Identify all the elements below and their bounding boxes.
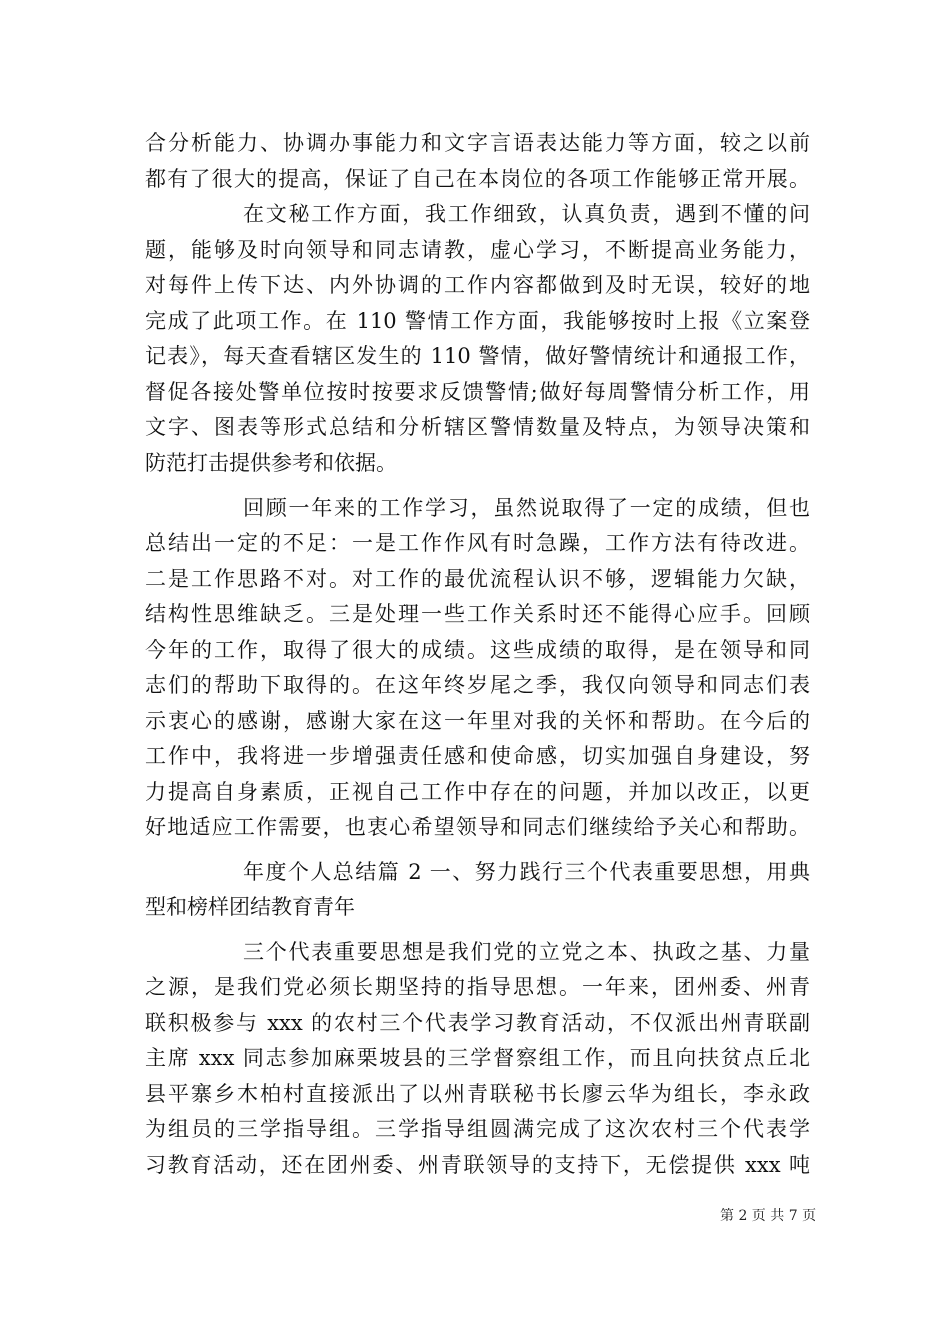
body-text-line: 工作中，我将进一步增强责任感和使命感，切实加强自身建设，努: [145, 744, 810, 768]
paragraph-first-line: 在文秘工作方面，我工作细致，认真负责，遇到不懂的问: [243, 202, 810, 226]
body-text-line: 文字、图表等形式总结和分析辖区警情数量及特点，为领导决策和: [145, 415, 810, 439]
body-text-line: 二是工作思路不对。对工作的最优流程认识不够，逻辑能力欠缺，: [145, 567, 810, 591]
body-text-line: 习教育活动，还在团州委、州青联领导的支持下，无偿提供 xxx 吨: [145, 1153, 810, 1177]
body-text-line: 力提高自身素质，正视自己工作中存在的问题，并加以改正，以更: [145, 780, 810, 804]
body-text-line: 好地适应工作需要，也衷心希望领导和同志们继续给予关心和帮助。: [145, 815, 810, 839]
body-text-line: 合分析能力、协调办事能力和文字言语表达能力等方面，较之以前: [145, 131, 810, 155]
paragraph-first-line: 回顾一年来的工作学习，虽然说取得了一定的成绩，但也: [243, 496, 810, 520]
body-text-line: 县平寨乡木柏村直接派出了以州青联秘书长廖云华为组长，李永政: [145, 1082, 810, 1106]
page-number-footer: 第 2 页 共 7 页: [720, 1208, 817, 1224]
section-heading-line: 年度个人总结篇 2 一、努力践行三个代表重要思想，用典: [243, 860, 810, 884]
body-text-line: 对每件上传下达、内外协调的工作内容都做到及时无误，较好的地: [145, 273, 810, 297]
section-heading-line: 型和榜样团结教育青年: [145, 895, 355, 919]
body-text-line: 防范打击提供参考和依据。: [145, 451, 397, 475]
body-text-line: 示衷心的感谢，感谢大家在这一年里对我的关怀和帮助。在今后的: [145, 709, 810, 733]
body-text-line: 主席 xxx 同志参加麻栗坡县的三学督察组工作，而且向扶贫点丘北: [145, 1046, 810, 1070]
body-text-line: 总结出一定的不足：一是工作作风有时急躁，工作方法有待改进。: [145, 531, 810, 555]
body-text-line: 志们的帮助下取得的。在这年终岁尾之季，我仅向领导和同志们表: [145, 673, 810, 697]
body-text-line: 题，能够及时向领导和同志请教，虚心学习，不断提高业务能力，: [145, 238, 810, 262]
body-text-line: 都有了很大的提高，保证了自己在本岗位的各项工作能够正常开展。: [145, 167, 810, 191]
body-text-line: 督促各接处警单位按时按要求反馈警情;做好每周警情分析工作，用: [145, 380, 810, 404]
body-text-line: 联积极参与 xxx 的农村三个代表学习教育活动，不仅派出州青联副: [145, 1011, 810, 1035]
body-text-line: 完成了此项工作。在 110 警情工作方面，我能够按时上报《立案登: [145, 309, 810, 333]
body-text-line: 结构性思维缺乏。三是处理一些工作关系时还不能得心应手。回顾: [145, 602, 810, 626]
body-text-line: 记表》，每天查看辖区发生的 110 警情，做好警情统计和通报工作，: [145, 344, 810, 368]
body-text-line: 为组员的三学指导组。三学指导组圆满完成了这次农村三个代表学: [145, 1117, 810, 1141]
body-text-line: 今年的工作，取得了很大的成绩。这些成绩的取得，是在领导和同: [145, 638, 810, 662]
body-text-line: 之源，是我们党必须长期坚持的指导思想。一年来，团州委、州青: [145, 975, 810, 999]
paragraph-first-line: 三个代表重要思想是我们党的立党之本、执政之基、力量: [243, 940, 810, 964]
